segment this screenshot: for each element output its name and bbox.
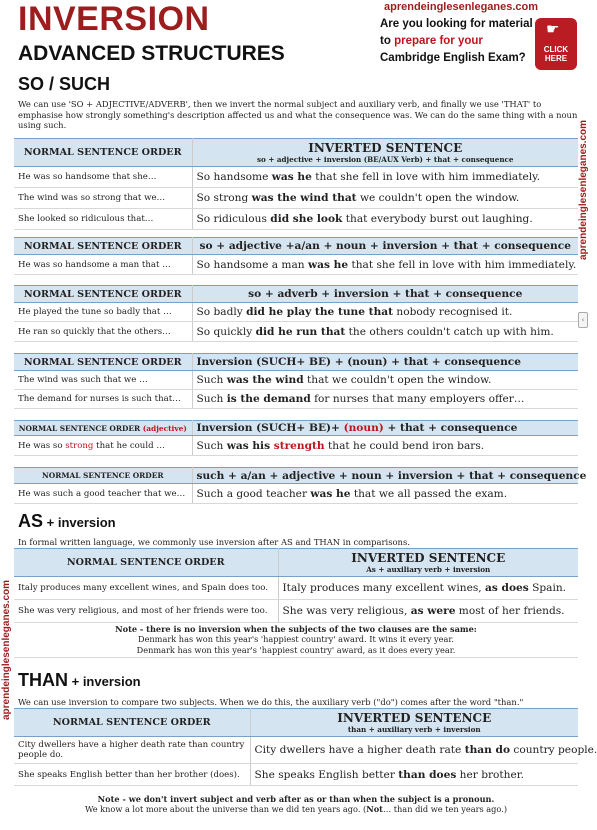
than-intro: We can use inversion to compare two subjects. When we do this, the auxiliary verb ("do") comes after the word "than." (18, 697, 524, 707)
as-intro: In formal written language, we commonly use inversion after AS and THAN in comparisons. (18, 537, 410, 547)
table-row (14, 188, 578, 209)
table-row (14, 167, 578, 188)
inverted-sentence: She was very religious, as were most of her friends. (278, 600, 578, 623)
left-header: NORMAL SENTENCE ORDER (14, 709, 250, 737)
note-title: Note - there is no inversion when the subjects of the two clauses are the same: (115, 624, 477, 634)
table-header (14, 139, 578, 167)
left-header: NORMAL SENTENCE ORDER (14, 354, 192, 371)
page-subtitle: ADVANCED STRUCTURES (18, 42, 285, 65)
promo-line-2: to prepare for your (380, 35, 483, 47)
left-header: NORMAL SENTENCE ORDER (14, 286, 192, 303)
right-header: so + adverb + inversion + that + consequence (192, 286, 578, 303)
normal-sentence: She speaks English better than her brother (does). (14, 764, 250, 786)
than-note (14, 794, 578, 815)
table-such-noun (14, 420, 578, 456)
normal-sentence: He was such a good teacher that we… (14, 484, 192, 504)
right-header: INVERTED SENTENCE As + auxiliary verb + inversion (278, 549, 578, 577)
table-row (14, 600, 578, 623)
table-so-adjective (14, 138, 578, 230)
table-header (14, 468, 578, 484)
inverted-sentence: So quickly did he run that the others couldn't catch up with him. (192, 322, 578, 342)
normal-sentence: Italy produces many excellent wines, and Spain does too. (14, 577, 278, 600)
scroll-handle[interactable]: ‹ (578, 312, 588, 328)
left-header: NORMAL SENTENCE ORDER (14, 468, 192, 484)
normal-sentence: He played the tune so badly that … (14, 303, 192, 322)
table-header (14, 354, 578, 371)
table-row (14, 764, 578, 786)
inverted-sentence: Such a good teacher was he that we all passed the exam. (192, 484, 578, 504)
inverted-sentence: So handsome was he that she fell in love with him immediately. (192, 167, 578, 188)
normal-sentence: The wind was such that we … (14, 371, 192, 390)
section-heading-as: AS + inversion (18, 511, 116, 531)
normal-sentence: The wind was so strong that we… (14, 188, 192, 209)
table-so-adjective-noun (14, 237, 578, 275)
table-row (14, 390, 578, 409)
table-as-inversion (14, 548, 578, 623)
normal-sentence: He was so handsome a man that … (14, 255, 192, 275)
table-row (14, 255, 578, 275)
inverted-sentence: Such was his strength that he could bend iron bars. (192, 436, 578, 456)
pointing-hand-icon: ☛ (546, 20, 560, 38)
table-row (14, 303, 578, 322)
table-such-a-adjective (14, 467, 587, 504)
side-watermark-left: aprendeinglesenleganes.com (1, 579, 12, 720)
inverted-sentence: Such is the demand for nurses that many employers offer… (192, 390, 578, 409)
inverted-sentence: Italy produces many excellent wines, as does Spain. (278, 577, 578, 600)
right-header: Inversion (SUCH+ BE)+ (noun) + that + consequence (192, 421, 578, 436)
left-header: NORMAL SENTENCE ORDER (adjective) (14, 421, 192, 436)
inverted-sentence: So ridiculous did she look that everybody burst out laughing. (192, 209, 578, 230)
as-note (14, 624, 578, 658)
normal-sentence: The demand for nurses is such that… (14, 390, 192, 409)
click-here-button[interactable] (535, 18, 577, 70)
table-header (14, 709, 578, 737)
side-watermark-right: aprendeinglesenleganes.com (578, 119, 589, 260)
normal-sentence: He ran so quickly that the others… (14, 322, 192, 342)
table-row (14, 322, 578, 342)
section-heading-so-such: SO / SUCH (18, 74, 111, 94)
page-title: INVERSION (18, 0, 210, 38)
click-here-label: CLICK HERE (543, 45, 569, 63)
so-such-intro: We can use 'SO + ADJECTIVE/ADVERB', then we invert the normal subject and auxiliary verb, and finally we use 'THAT' to emphasise how strongly something's description affected us and what the consequence was. We can do the same thing with a noun using such. (18, 99, 578, 131)
inverted-sentence: So badly did he play the tune that nobody recognised it. (192, 303, 578, 322)
normal-sentence: She looked so ridiculous that… (14, 209, 192, 230)
right-header: such + a/an + adjective + noun + inversion + that + consequence (192, 468, 578, 484)
table-than-inversion (14, 708, 597, 786)
note-example-1: Denmark has won this year's 'happiest country' award. It wins it every year. (138, 634, 454, 645)
table-row (14, 436, 578, 456)
normal-sentence: City dwellers have a higher death rate than country people do. (14, 737, 250, 764)
inverted-sentence: So strong was the wind that we couldn't open the window. (192, 188, 578, 209)
table-row (14, 577, 578, 600)
inverted-sentence: She speaks English better than does her brother. (250, 764, 578, 786)
table-row (14, 371, 578, 390)
normal-sentence: He was so handsome that she… (14, 167, 192, 188)
section-heading-than: THAN + inversion (18, 670, 141, 690)
table-such-be (14, 353, 578, 409)
left-header: NORMAL SENTENCE ORDER (14, 139, 192, 167)
right-header: Inversion (SUCH+ BE) + (noun) + that + consequence (192, 354, 578, 371)
promo-text (380, 16, 540, 67)
inverted-sentence: City dwellers have a higher death rate than do country people. (250, 737, 578, 764)
normal-sentence: She was very religious, and most of her friends were too. (14, 600, 278, 623)
table-header (14, 421, 578, 436)
table-row (14, 209, 578, 230)
left-header: NORMAL SENTENCE ORDER (14, 549, 278, 577)
note-example: We know a lot more about the universe than we did ten years ago. (Not… than did we ten years ago.) (84, 804, 508, 815)
right-header: INVERTED SENTENCE so + adjective + inversion (BE/AUX Verb) + that + consequence (192, 139, 578, 167)
normal-sentence: He was so strong that he could … (14, 436, 192, 456)
table-header (14, 549, 578, 577)
promo-line-3: Cambridge English Exam? (380, 52, 526, 64)
inverted-sentence: Such was the wind that we couldn't open the window. (192, 371, 578, 390)
table-row (14, 737, 578, 764)
right-header: INVERTED SENTENCE than + auxiliary verb + inversion (250, 709, 578, 737)
site-url[interactable]: aprendeinglesenleganes.com (384, 1, 539, 13)
table-row (14, 484, 578, 504)
note-example-2: Denmark has won this year's 'happiest country' award, as it does every year. (136, 644, 456, 655)
promo-line-1: Are you looking for material (380, 18, 533, 30)
left-header: NORMAL SENTENCE ORDER (14, 238, 192, 255)
table-so-adverb (14, 285, 578, 342)
table-header (14, 238, 578, 255)
inverted-sentence: So handsome a man was he that she fell in love with him immediately. (192, 255, 578, 275)
right-header: so + adjective +a/an + noun + inversion + that + consequence (192, 238, 578, 255)
table-header (14, 286, 578, 303)
note-title: Note - we don't invert subject and verb after as or than when the subject is a pronoun. (97, 794, 495, 804)
